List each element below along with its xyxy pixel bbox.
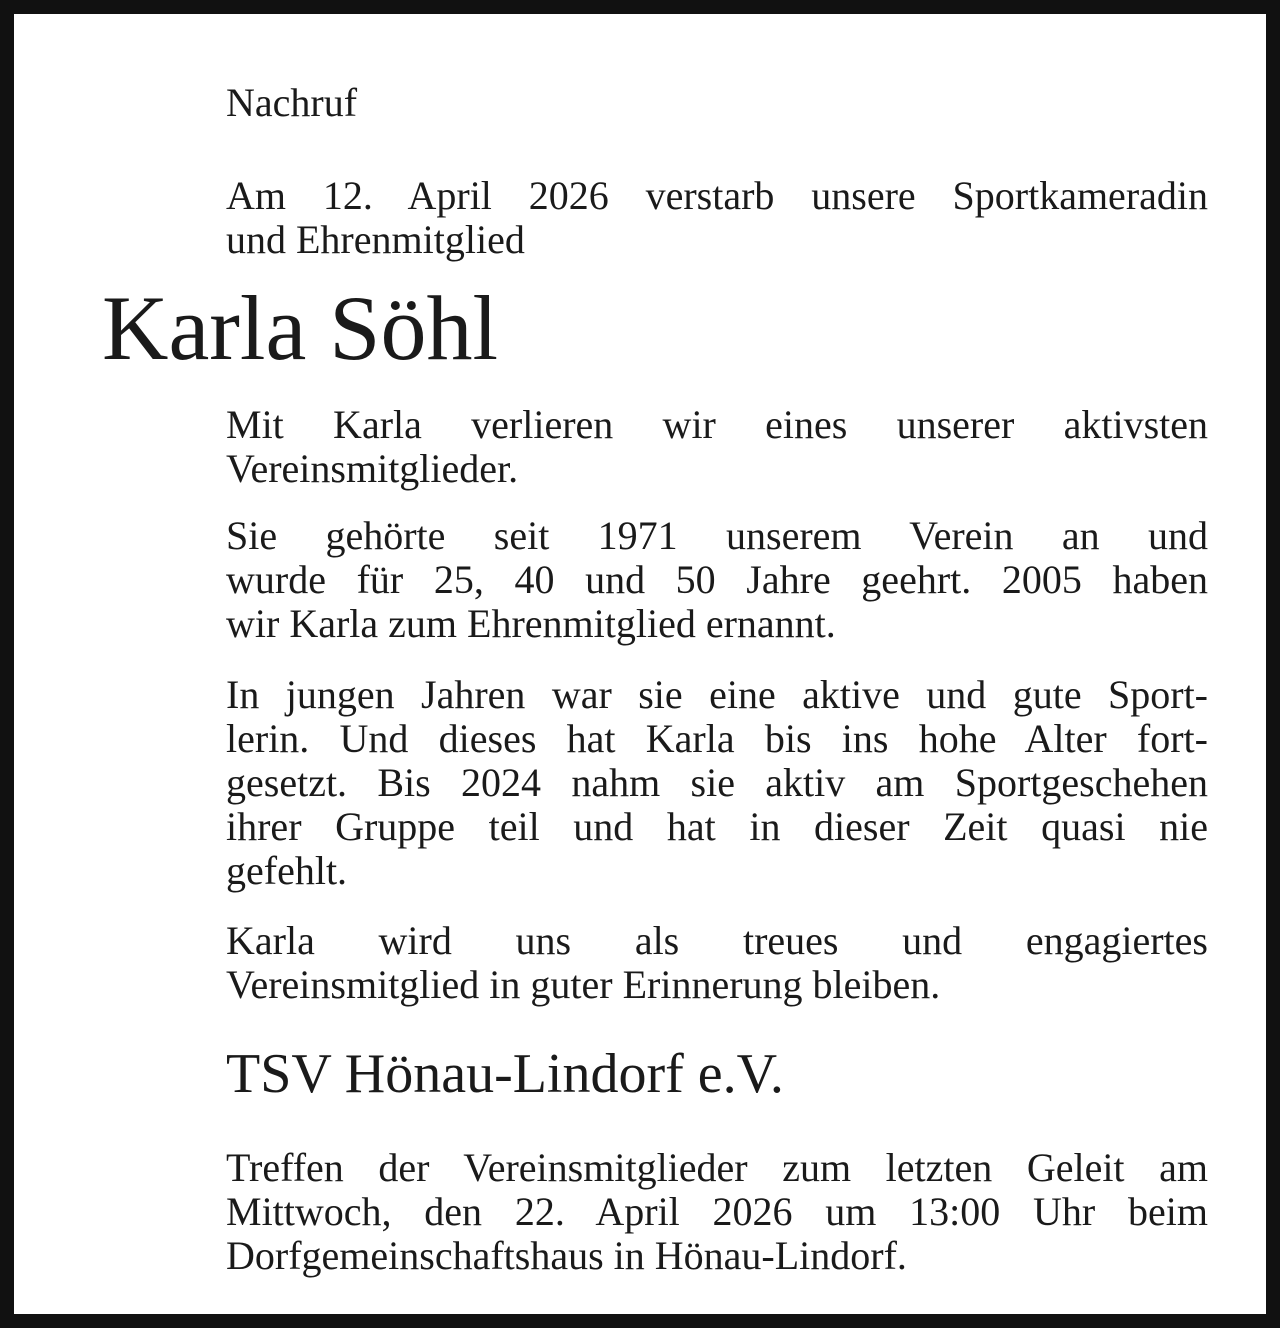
intro-line: und Ehrenmitglied (226, 217, 525, 262)
notice-heading: Nachruf (226, 80, 358, 125)
paragraph-line: Vereinsmitglied in guter Erinnerung bleiben. (226, 962, 941, 1007)
deceased-name: Karla Söhl (102, 277, 499, 379)
paragraph-line: gesetzt. Bis 2024 nahm sie aktiv am Sportgeschehen (226, 760, 1208, 805)
paragraph-line: Karla wird uns als treues und engagiertes (226, 918, 1208, 963)
meeting-line: Mittwoch, den 22. April 2026 um 13:00 Uhr beim (226, 1189, 1208, 1234)
meeting-note (226, 1146, 1208, 1278)
paragraph-line: Sie gehörte seit 1971 unserem Verein an und (226, 513, 1208, 558)
meeting-line: Treffen der Vereinsmitglieder zum letzten Geleit am (226, 1145, 1208, 1190)
paragraph-line: gefehlt. (226, 848, 348, 893)
paragraph-line: ihrer Gruppe teil und hat in dieser Zeit quasi nie (226, 804, 1208, 849)
paragraph-3 (226, 673, 1208, 893)
intro-text (226, 174, 1208, 262)
paragraph-line: Mit Karla verlieren wir eines unserer aktivsten (226, 402, 1208, 447)
paragraph-line: wir Karla zum Ehrenmitglied ernannt. (226, 601, 836, 646)
paragraph-line: In jungen Jahren war sie eine aktive und gute Sport- (226, 672, 1208, 717)
paragraph-line: wurde für 25, 40 und 50 Jahre geehrt. 2005 haben (226, 557, 1208, 602)
paragraph-line: Vereinsmitglieder. (226, 446, 519, 491)
paragraph-1 (226, 403, 1208, 491)
club-name: TSV Hönau-Lindorf e.V. (226, 1043, 784, 1105)
intro-line: Am 12. April 2026 verstarb unsere Sportkameradin (226, 173, 1208, 218)
meeting-line: Dorfgemeinschaftshaus in Hönau-Lindorf. (226, 1233, 907, 1278)
paragraph-2 (226, 514, 1208, 646)
paragraph-line: lerin. Und dieses hat Karla bis ins hohe Alter fort- (226, 716, 1208, 761)
paragraph-4 (226, 919, 1208, 1007)
